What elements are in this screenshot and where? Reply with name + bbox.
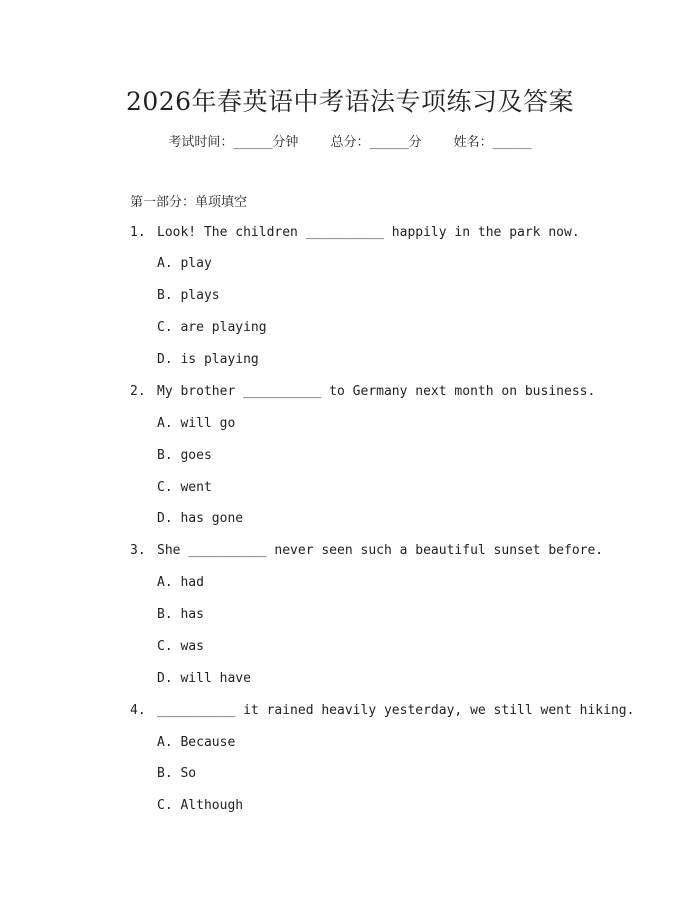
exam-meta xyxy=(0,131,700,150)
option-4c: C. Although xyxy=(157,798,244,813)
question-text: Look! The children __________ happily in the park now. xyxy=(157,225,580,240)
total-score: 总分：______分 xyxy=(330,135,422,150)
question-number: 2. xyxy=(130,384,146,399)
option-4b: B. So xyxy=(157,766,197,781)
question-number: 3. xyxy=(130,543,146,558)
option-2b: B. goes xyxy=(157,448,212,463)
option-4a: A. Because xyxy=(157,735,236,750)
question-3 xyxy=(130,543,603,558)
option-3d: D. will have xyxy=(157,671,251,686)
question-text: __________ it rained heavily yesterday, we still went hiking. xyxy=(157,703,635,718)
question-number: 4. xyxy=(130,703,146,718)
option-1d: D. is playing xyxy=(157,352,259,367)
question-number: 1. xyxy=(130,225,146,240)
option-1c: C. are playing xyxy=(157,320,267,335)
option-2a: A. will go xyxy=(157,416,236,431)
question-text: My brother __________ to Germany next month on business. xyxy=(157,384,596,399)
section-title: 第一部分：单项填空 xyxy=(130,195,248,210)
option-3c: C. was xyxy=(157,639,204,654)
option-2c: C. went xyxy=(157,480,212,495)
option-3b: B. has xyxy=(157,607,204,622)
option-1b: B. plays xyxy=(157,288,220,303)
student-name: 姓名：______ xyxy=(453,135,532,150)
question-2 xyxy=(130,384,595,399)
question-text: She __________ never seen such a beautiful sunset before. xyxy=(157,543,604,558)
option-2d: D. has gone xyxy=(157,511,244,526)
exam-time: 考试时间：______分钟 xyxy=(168,135,299,150)
option-1a: A. play xyxy=(157,256,212,271)
question-1 xyxy=(130,225,580,240)
page-title: 2026年春英语中考语法专项练习及答案 xyxy=(125,87,575,116)
question-4 xyxy=(130,703,634,718)
option-3a: A. had xyxy=(157,575,204,590)
